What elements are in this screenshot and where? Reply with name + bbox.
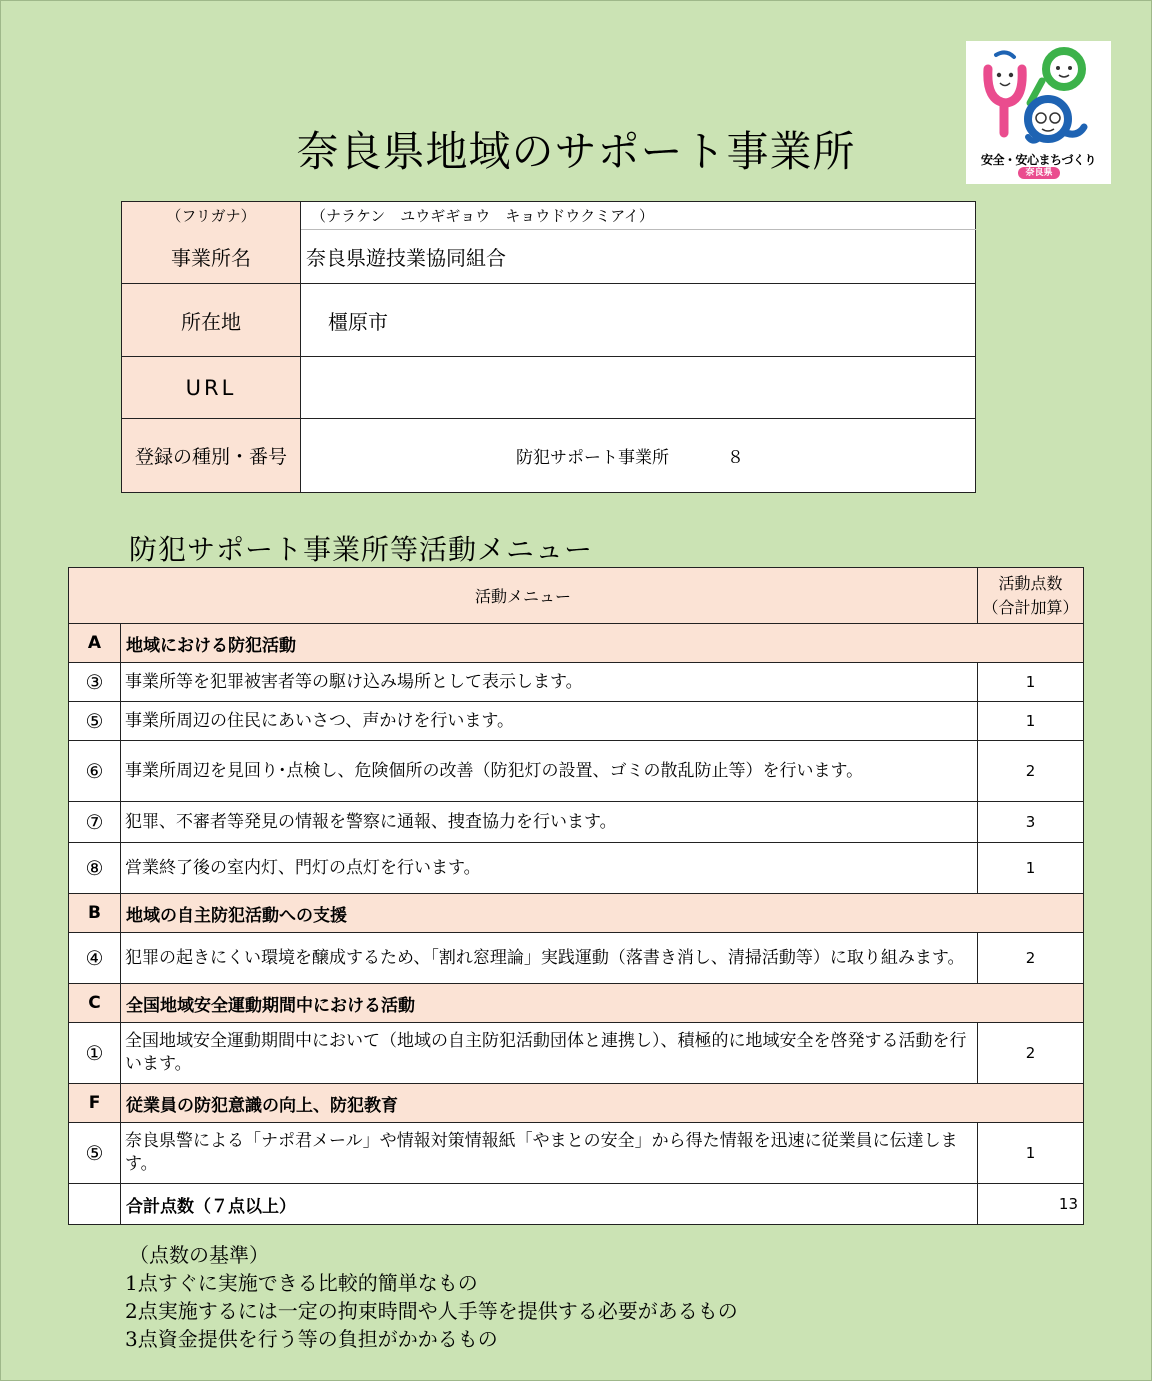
- activity-row: [69, 802, 1084, 843]
- business-name-value: 奈良県遊技業協同組合: [301, 230, 976, 284]
- activity-text: 事業所周辺を見回り･点検し、危険個所の改善（防犯灯の設置、ゴミの散乱防止等）を行います。: [121, 741, 978, 802]
- activity-number: ⑧: [69, 843, 121, 894]
- activity-row: [69, 663, 1084, 702]
- business-info-table: [121, 201, 976, 493]
- activity-number: ⑤: [69, 1123, 121, 1184]
- furigana-row: [122, 202, 976, 230]
- activity-row: [69, 933, 1084, 984]
- section-row: [69, 624, 1084, 663]
- menu-header-label: 活動メニュー: [69, 568, 978, 624]
- activity-text: 犯罪、不審者等発見の情報を警察に通報、捜査協力を行います。: [121, 802, 978, 843]
- activity-row: [69, 843, 1084, 894]
- activity-text: 犯罪の起きにくい環境を醸成するため、「割れ窓理論」実践運動（落書き消し、清掃活動等）に取り組みます。: [121, 933, 978, 984]
- total-value: 13: [978, 1184, 1084, 1225]
- activity-number: ⑤: [69, 702, 121, 741]
- address-value: 橿原市: [301, 284, 976, 357]
- activity-text: 事業所周辺の住民にあいさつ、声かけを行います。: [121, 702, 978, 741]
- activity-points: 2: [978, 741, 1084, 802]
- section-label: 全国地域安全運動期間中における活動: [121, 984, 978, 1023]
- activity-menu-table: [68, 567, 1084, 1225]
- page-title: 奈良県地域のサポート事業所: [296, 127, 856, 176]
- section-points-blank: [978, 894, 1084, 933]
- section-label: 従業員の防犯意識の向上、防犯教育: [121, 1084, 978, 1123]
- section-points-blank: [978, 984, 1084, 1023]
- furigana-label: （フリガナ）: [122, 202, 301, 230]
- activity-points: 1: [978, 843, 1084, 894]
- activity-number: ③: [69, 663, 121, 702]
- activity-number: ⑦: [69, 802, 121, 843]
- total-label: 合計点数（７点以上）: [121, 1184, 978, 1225]
- activity-row: [69, 741, 1084, 802]
- url-label: URL: [122, 357, 301, 419]
- activity-points: 2: [978, 1023, 1084, 1084]
- section-row: [69, 984, 1084, 1023]
- business-name-row: [122, 230, 976, 284]
- criteria-line-3: 3点資金提供を行う等の負担がかかるもの: [125, 1327, 498, 1351]
- section-label: 地域の自主防犯活動への支援: [121, 894, 978, 933]
- activity-text: 全国地域安全運動期間中において（地域の自主防犯活動団体と連携し）、積極的に地域安全を啓発する活動を行います。: [121, 1023, 978, 1084]
- activity-text: 事業所等を犯罪被害者等の駆け込み場所として表示します。: [121, 663, 978, 702]
- activity-number: ①: [69, 1023, 121, 1084]
- activity-row: [69, 1023, 1084, 1084]
- registration-label: 登録の種別・番号: [122, 419, 301, 493]
- registration-type: 防犯サポート事業所: [516, 448, 669, 468]
- address-label: 所在地: [122, 284, 301, 357]
- activity-points: 3: [978, 802, 1084, 843]
- section-letter: A: [69, 624, 121, 663]
- total-blank: [69, 1184, 121, 1225]
- section-letter: F: [69, 1084, 121, 1123]
- registration-number: ８: [727, 448, 744, 468]
- points-header: [978, 568, 1084, 624]
- furigana-value: （ナラケン ユウギギョウ キョウドウクミアイ）: [301, 202, 976, 230]
- activity-number: ④: [69, 933, 121, 984]
- business-name-label: 事業所名: [122, 230, 301, 284]
- registration-row: [122, 419, 976, 493]
- scoring-criteria: [125, 1241, 738, 1353]
- total-row: [69, 1184, 1084, 1225]
- section-row: [69, 1084, 1084, 1123]
- section-letter: C: [69, 984, 121, 1023]
- criteria-heading: （点数の基準）: [129, 1243, 269, 1267]
- section-label: 地域における防犯活動: [121, 624, 978, 663]
- criteria-line-1: 1点すぐに実施できる比較的簡単なもの: [125, 1271, 478, 1295]
- activity-points: 1: [978, 1123, 1084, 1184]
- activity-text: 奈良県警による「ナポ君メール」や情報対策情報紙「やまとの安全」から得た情報を迅速に従業員に伝達します。: [121, 1123, 978, 1184]
- activity-text: 営業終了後の室内灯、門灯の点灯を行います。: [121, 843, 978, 894]
- activity-menu-title: 防犯サポート事業所等活動メニュー: [129, 533, 594, 566]
- activity-row: [69, 1123, 1084, 1184]
- points-header-line2: （合計加算）: [982, 597, 1079, 617]
- activity-points: 1: [978, 702, 1084, 741]
- criteria-line-2: 2点実施するには一定の拘束時間や人手等を提供する必要があるもの: [125, 1299, 738, 1323]
- activity-row: [69, 702, 1084, 741]
- section-points-blank: [978, 1084, 1084, 1123]
- registration-value: [301, 419, 976, 493]
- points-header-line1: 活動点数: [998, 573, 1063, 593]
- url-value: [301, 357, 976, 419]
- logo-caption: 安全・安心まちづくり: [981, 153, 1096, 167]
- address-row: [122, 284, 976, 357]
- section-points-blank: [978, 624, 1084, 663]
- logo-badge: 奈良県: [1018, 167, 1060, 179]
- activity-points: 1: [978, 663, 1084, 702]
- section-letter: B: [69, 894, 121, 933]
- url-row: [122, 357, 976, 419]
- activity-points: 2: [978, 933, 1084, 984]
- menu-header-row: [69, 568, 1084, 624]
- section-row: [69, 894, 1084, 933]
- activity-number: ⑥: [69, 741, 121, 802]
